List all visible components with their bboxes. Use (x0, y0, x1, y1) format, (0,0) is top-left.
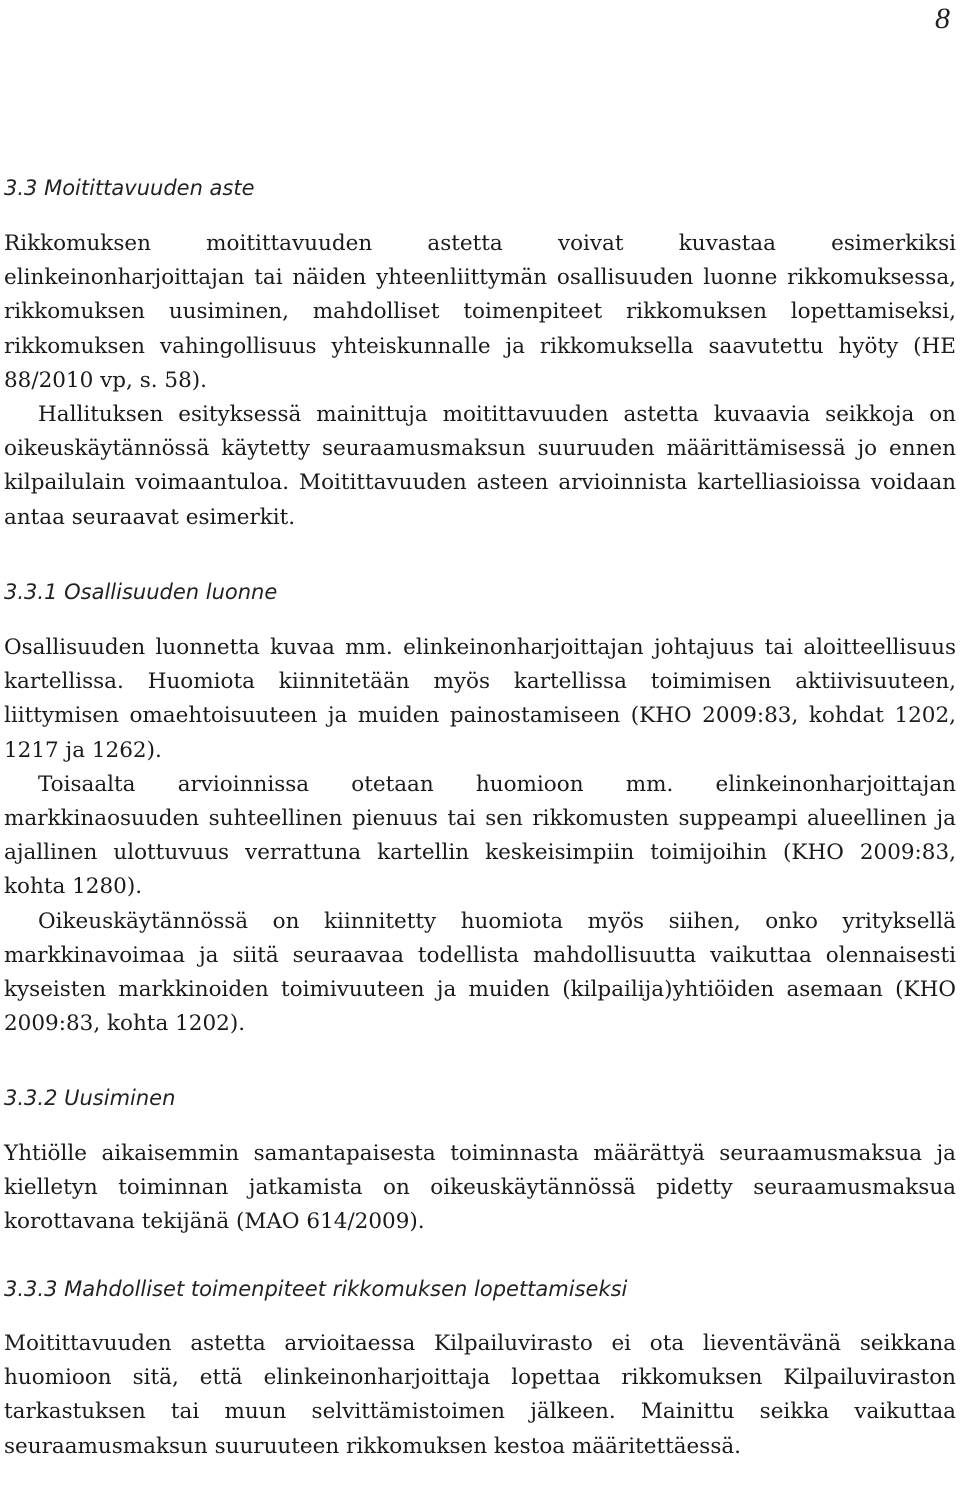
section-3-3-body (4, 227, 956, 535)
section-3-3-2-body (4, 1137, 956, 1240)
section-heading-3-3-2: 3.3.2 Uusiminen (4, 1086, 176, 1110)
paragraph: Moitittavuuden astetta arvioitaessa Kilpailuvirasto ei ota lieventävänä seikkana huomioon sitä, että elinkeinonharjoittaja lopettaa rikkomuksen Kilpailuviraston tarkastuksen tai muun selvittämistoimen jälkeen. Mainittu seikka vaikuttaa seuraamusmaksun suuruuteen rikkomuksen kestoa määritettäessä. (4, 1331, 956, 1459)
section-3-3-1-body (4, 631, 956, 1041)
section-3-3-3-body (4, 1327, 956, 1464)
paragraph: Toisaalta arvioinnissa otetaan huomioon mm. elinkeinonharjoittajan markkinaosuuden suhteellinen pienuus tai sen rikkomusten suppeampi alueellinen ja ajallinen ulottuvuus verrattuna kartellin keskeisimpiin toimijoihin (KHO 2009:83, kohta 1280). (4, 771, 956, 900)
paragraph: Yhtiölle aikaisemmin samantapaisesta toiminnasta määrättyä seuraamusmaksua ja kielletyn toiminnan jatkamista on oikeuskäytännössä pidetty seuraamusmaksua korottavana tekijänä (MAO 614/2009). (4, 1141, 956, 1235)
section-heading-3-3-1: 3.3.1 Osallisuuden luonne (4, 580, 278, 604)
paragraph: Hallituksen esityksessä mainittuja moitittavuuden astetta kuvaavia seikkoja on oikeuskäytännössä käytetty seuraamusmaksun suuruuden määrittämisessä jo ennen kilpailulain voimaantuloa. Moitittavuuden asteen arvioinnista kartelliasioissa voidaan antaa seuraavat esimerkit. (4, 402, 956, 530)
paragraph: Oikeuskäytännössä on kiinnitetty huomiota myös siihen, onko yrityksellä markkinavoimaa ja siitä seuraavaa todellista mahdollisuutta vaikuttaa olennaisesti kyseisten markkinoiden toimivuuteen ja muiden (kilpailija)yhtiöiden asemaan (KHO 2009:83, kohta 1202). (4, 908, 956, 1037)
paragraph: Rikkomuksen moitittavuuden astetta voivat kuvastaa esimerkiksi elinkeinonharjoittajan tai näiden yhteenliittymän osallisuuden luonne rikkomuksessa, rikkomuksen uusiminen, mahdolliset toimenpiteet rikkomuksen lopettamiseksi, rikkomuksen vahingollisuus yhteiskunnalle ja rikkomuksella saavutettu hyöty (HE 88/2010 vp, s. 58). (4, 231, 956, 393)
paragraph: Osallisuuden luonnetta kuvaa mm. elinkeinonharjoittajan johtajuus tai aloitteellisuus kartellissa. Huomiota kiinnitetään myös kartellissa toimimisen aktiivisuuteen, liittymisen omaehtoisuuteen ja muiden painostamiseen (KHO 2009:83, kohdat 1202, 1217 ja 1262). (4, 635, 956, 763)
section-heading-3-3: 3.3 Moitittavuuden aste (4, 176, 255, 200)
page-number: 8 (935, 2, 950, 35)
section-heading-3-3-3: 3.3.3 Mahdolliset toimenpiteet rikkomuksen lopettamiseksi (4, 1277, 628, 1301)
